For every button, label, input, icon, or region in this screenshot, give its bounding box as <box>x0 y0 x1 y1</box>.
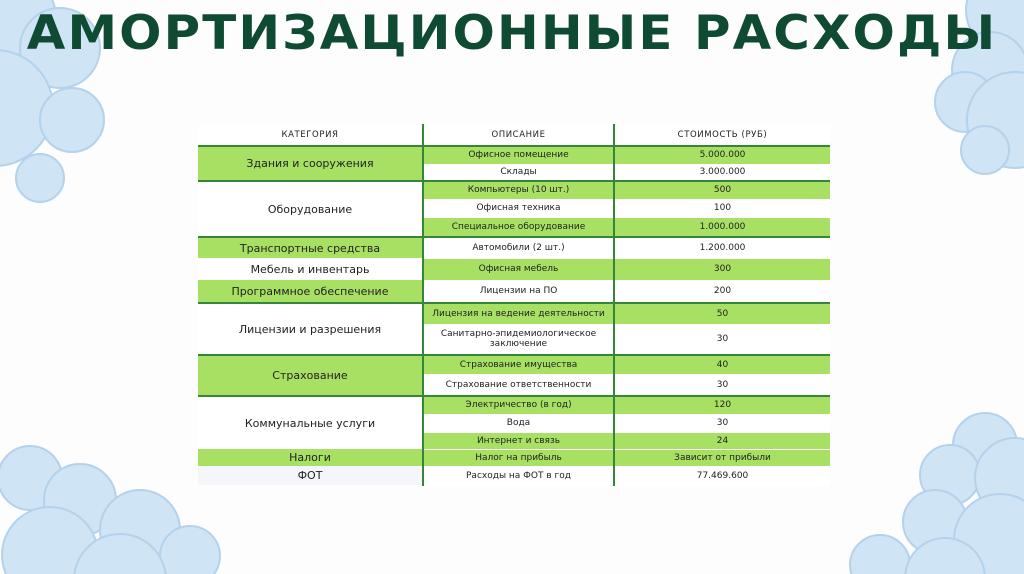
header-cost: СТОИМОСТЬ (РУБ) <box>614 124 830 146</box>
description-cell: Офисная мебель <box>423 258 614 280</box>
cloud-bottom-right-icon <box>850 413 1024 574</box>
table-row <box>198 355 830 374</box>
header-category: КАТЕГОРИЯ <box>198 124 423 146</box>
cost-cell: 50 <box>614 303 830 324</box>
cost-cell: Зависит от прибыли <box>614 449 830 466</box>
category-cell: Коммунальные услуги <box>198 396 423 449</box>
table-row <box>198 303 830 324</box>
description-cell: Страхование ответственности <box>423 374 614 396</box>
description-cell: Налог на прибыль <box>423 449 614 466</box>
category-cell: Здания и сооружения <box>198 146 423 181</box>
cost-cell: 30 <box>614 414 830 432</box>
category-cell: Лицензии и разрешения <box>198 303 423 355</box>
cost-cell: 500 <box>614 181 830 199</box>
cost-cell: 3.000.000 <box>614 164 830 181</box>
table-row <box>198 280 830 303</box>
category-cell: ФОТ <box>198 466 423 485</box>
description-cell: Лицензия на ведение деятельности <box>423 303 614 324</box>
cost-cell: 24 <box>614 432 830 449</box>
depreciation-table <box>198 124 830 486</box>
description-cell: Офисное помещение <box>423 146 614 164</box>
table-row <box>198 181 830 199</box>
description-cell: Интернет и связь <box>423 432 614 449</box>
cost-cell: 30 <box>614 374 830 396</box>
category-cell: Мебель и инвентарь <box>198 258 423 280</box>
category-cell: Страхование <box>198 355 423 396</box>
table-row <box>198 396 830 414</box>
description-cell: Лицензии на ПО <box>423 280 614 303</box>
description-cell: Компьютеры (10 шт.) <box>423 181 614 199</box>
table-row <box>198 466 830 485</box>
cost-cell: 1.000.000 <box>614 217 830 237</box>
cost-cell: 1.200.000 <box>614 237 830 258</box>
cost-cell: 40 <box>614 355 830 374</box>
page-title: АМОРТИЗАЦИОННЫЕ РАСХОДЫ <box>26 6 998 61</box>
cloud-bottom-left-icon <box>0 446 220 574</box>
cost-cell: 100 <box>614 199 830 217</box>
category-cell: Налоги <box>198 449 423 466</box>
table-row <box>198 237 830 258</box>
table-header-row <box>198 124 830 146</box>
category-cell: Оборудование <box>198 181 423 237</box>
description-cell: Вода <box>423 414 614 432</box>
description-cell: Расходы на ФОТ в год <box>423 466 614 485</box>
table-row <box>198 449 830 466</box>
cost-cell: 30 <box>614 324 830 355</box>
cost-cell: 5.000.000 <box>614 146 830 164</box>
description-cell: Электричество (в год) <box>423 396 614 414</box>
description-cell: Офисная техника <box>423 199 614 217</box>
description-cell: Санитарно-эпидемиологическое заключение <box>423 324 614 355</box>
category-cell: Транспортные средства <box>198 237 423 258</box>
table-row <box>198 146 830 164</box>
cost-cell: 120 <box>614 396 830 414</box>
description-cell: Склады <box>423 164 614 181</box>
description-cell: Страхование имущества <box>423 355 614 374</box>
description-cell: Автомобили (2 шт.) <box>423 237 614 258</box>
table-row <box>198 258 830 280</box>
category-cell: Программное обеспечение <box>198 280 423 303</box>
header-description: ОПИСАНИЕ <box>423 124 614 146</box>
cost-cell: 300 <box>614 258 830 280</box>
cost-cell: 77.469.600 <box>614 466 830 485</box>
description-cell: Специальное оборудование <box>423 217 614 237</box>
cost-cell: 200 <box>614 280 830 303</box>
